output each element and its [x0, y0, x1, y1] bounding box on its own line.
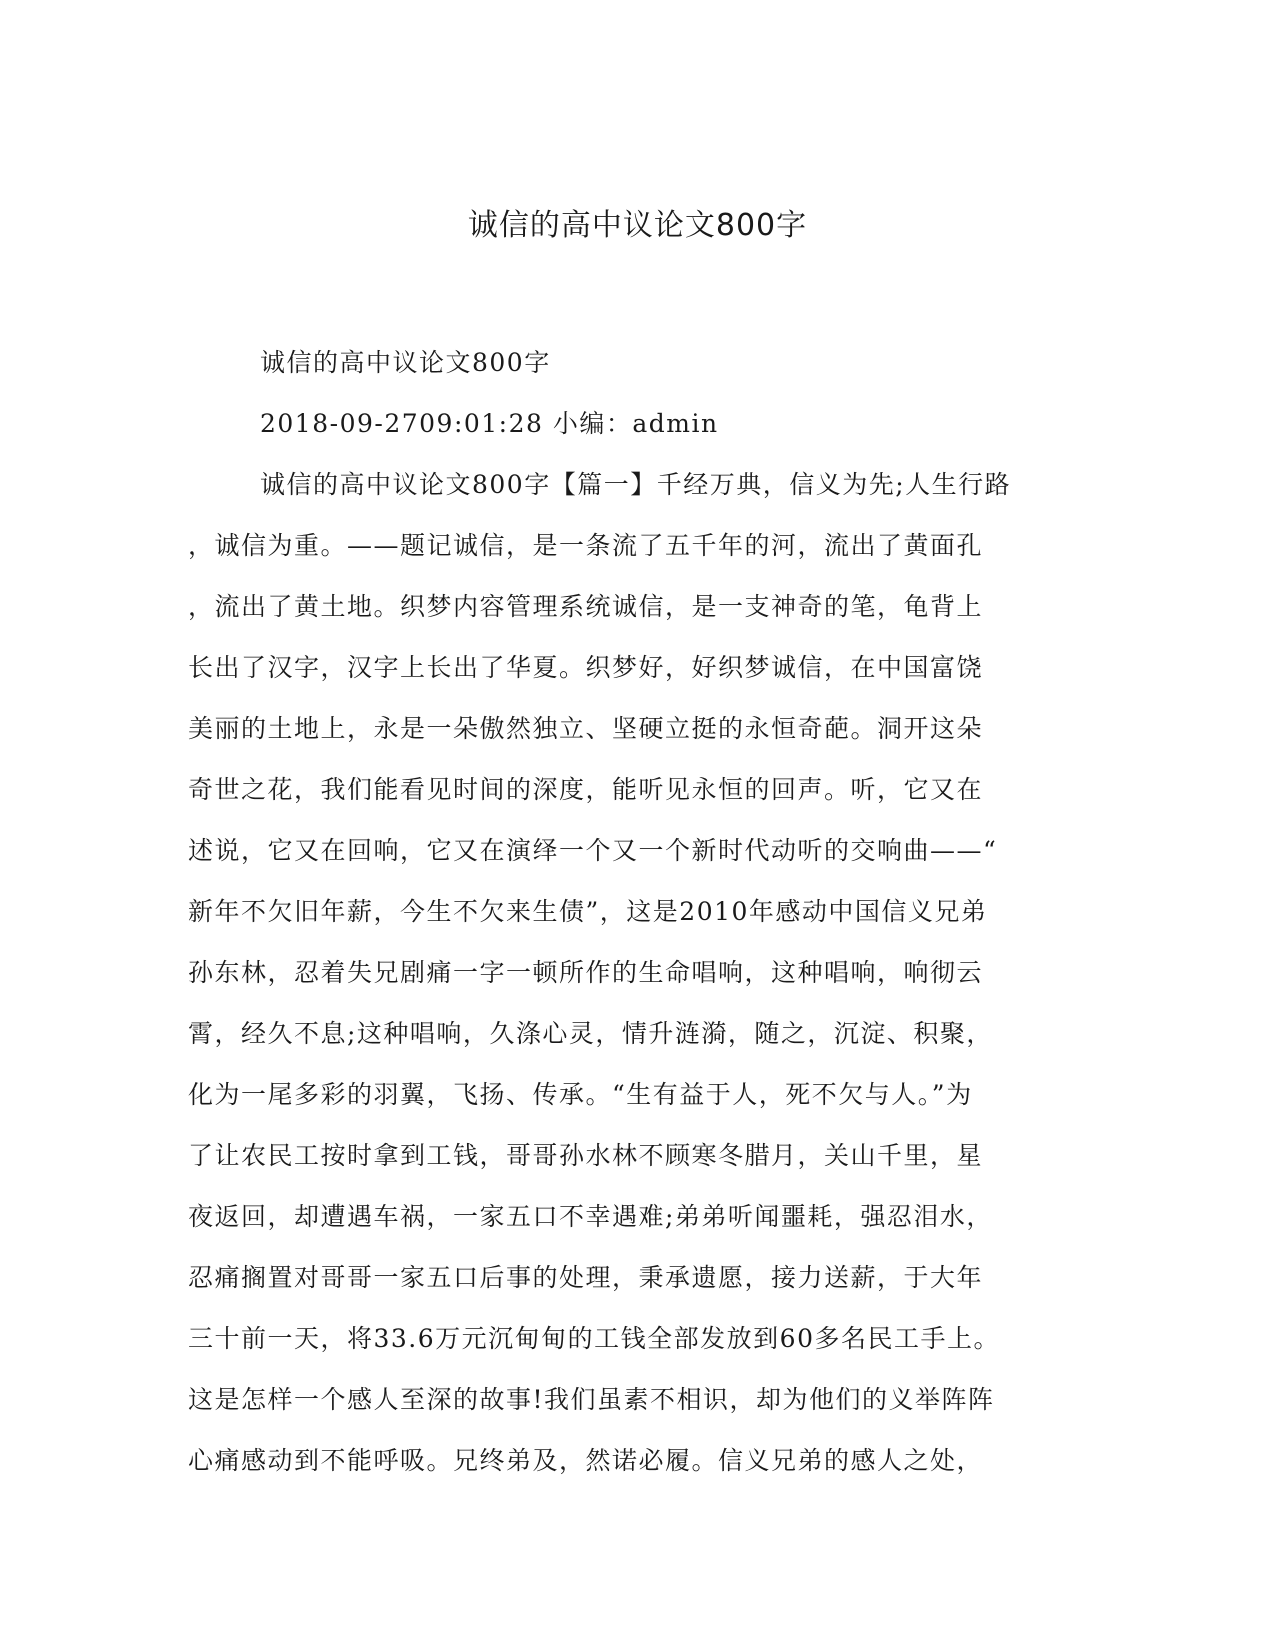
paragraph-line: ，流出了黄土地。织梦内容管理系统诚信，是一支神奇的笔，龟背上: [188, 592, 984, 621]
paragraph-line: 奇世之花，我们能看见时间的深度，能听见永恒的回声。听，它又在: [188, 775, 984, 804]
paragraph-line: 长出了汉字，汉字上长出了华夏。织梦好，好织梦诚信，在中国富饶: [188, 653, 984, 682]
meta-line: 2018-09-2709:01:28 小编：admin: [260, 409, 719, 438]
subtitle-line: 诚信的高中议论文800字: [260, 348, 551, 377]
paragraph-line: 孙东林，忍着失兄剧痛一字一顿所作的生命唱响，这种唱响，响彻云: [188, 958, 984, 987]
paragraph-line: 心痛感动到不能呼吸。兄终弟及，然诺必履。信义兄弟的感人之处，: [188, 1446, 984, 1475]
paragraph-line: 了让农民工按时拿到工钱，哥哥孙水林不顾寒冬腊月，关山千里，星: [188, 1141, 984, 1170]
paragraph-line: 述说，它又在回响，它又在演绎一个又一个新时代动听的交响曲——“: [188, 836, 998, 865]
paragraph-line: 忍痛搁置对哥哥一家五口后事的处理，秉承遗愿，接力送薪，于大年: [188, 1263, 984, 1292]
paragraph-line: 化为一尾多彩的羽翼，飞扬、传承。“生有益于人，死不欠与人。”为: [188, 1080, 973, 1109]
paragraph-line: 这是怎样一个感人至深的故事!我们虽素不相识，却为他们的义举阵阵: [188, 1385, 995, 1414]
paragraph-line: ，诚信为重。——题记诚信，是一条流了五千年的河，流出了黄面孔: [188, 531, 984, 560]
document-title: 诚信的高中议论文800字: [467, 208, 808, 243]
document-body: [188, 332, 1078, 1491]
paragraph-line: 诚信的高中议论文800字【篇一】千经万典，信义为先;人生行路: [260, 470, 1012, 499]
paragraph-line: 三十前一天，将33.6万元沉甸甸的工钱全部发放到60多名民工手上。: [188, 1324, 1000, 1353]
paragraph-line: 美丽的土地上，永是一朵傲然独立、坚硬立挺的永恒奇葩。洞开这朵: [188, 714, 984, 743]
paragraph-line: 霄，经久不息;这种唱响，久涤心灵，情升涟漪，随之，沉淀、积聚，: [188, 1019, 993, 1048]
paragraph-line: 新年不欠旧年薪，今生不欠来生债”，这是2010年感动中国信义兄弟: [188, 897, 988, 926]
paragraph-line: 夜返回，却遭遇车祸，一家五口不幸遇难;弟弟听闻噩耗，强忍泪水，: [188, 1202, 993, 1231]
